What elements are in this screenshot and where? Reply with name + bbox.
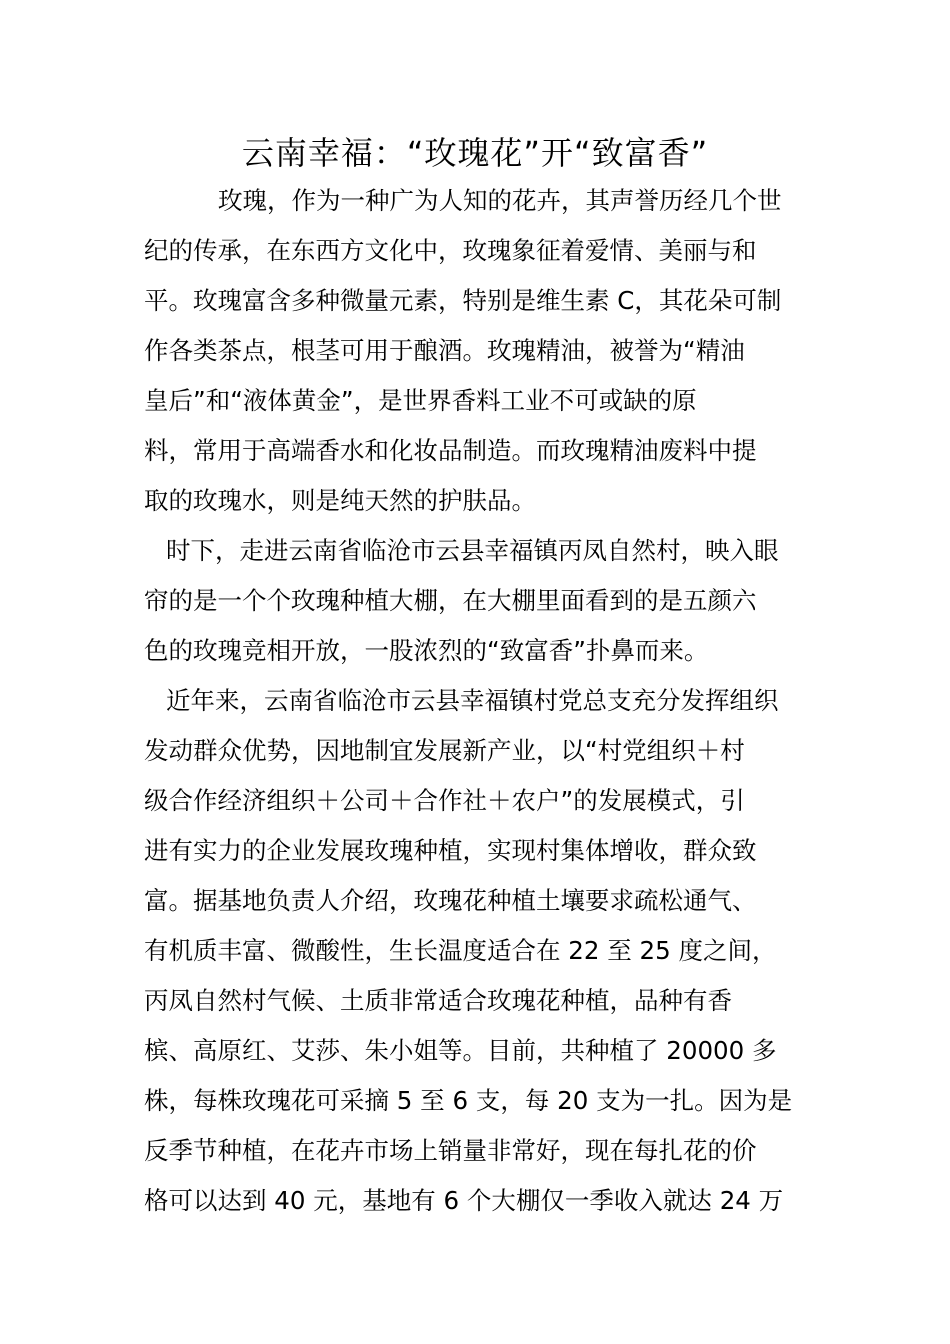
paragraph-3-line-6: 有机质丰富、微酸性，生长温度适合在 22 至 25 度之间， <box>144 936 777 965</box>
paragraph-3-line-9: 株，每株玫瑰花可采摘 5 至 6 支，每 20 支为一扎。因为是 <box>144 1086 793 1115</box>
paragraph-1-line-3: 平。玫瑰富含多种微量元素，特别是维生素 C，其花朵可制 <box>144 286 782 315</box>
paragraph-2-line-2: 帘的是一个个玫瑰种植大棚，在大棚里面看到的是五颜六 <box>144 586 757 615</box>
paragraph-1-line-5: 皇后”和“液体黄金”，是世界香料工业不可或缺的原 <box>144 386 697 415</box>
paragraph-3-line-11: 格可以达到 40 元，基地有 6 个大棚仅一季收入就达 24 万 <box>144 1186 784 1215</box>
paragraph-3-line-3: 级合作经济组织＋公司＋合作社＋农户”的发展模式，引 <box>144 786 745 815</box>
paragraph-3-line-5: 富。据基地负责人介绍，玫瑰花种植土壤要求疏松通气、 <box>144 886 757 915</box>
paragraph-3-line-8: 槟、高原红、艾莎、朱小姐等。目前，共种植了 20000 多 <box>144 1036 777 1065</box>
paragraph-3-line-1: 近年来，云南省临沧市云县幸福镇村党总支充分发挥组织 <box>166 686 779 715</box>
paragraph-1-line-6: 料，常用于高端香水和化妆品制造。而玫瑰精油废料中提 <box>144 436 757 465</box>
paragraph-3-line-2: 发动群众优势，因地制宜发展新产业，以“村党组织＋村 <box>144 736 745 765</box>
paragraph-2-line-3: 色的玫瑰竞相开放，一股浓烈的“致富香”扑鼻而来。 <box>144 636 709 665</box>
paragraph-1-line-1: 玫瑰，作为一种广为人知的花卉，其声誉历经几个世 <box>218 186 782 215</box>
paragraph-3-line-4: 进有实力的企业发展玫瑰种植，实现村集体增收，群众致 <box>144 836 757 865</box>
paragraph-3-line-10: 反季节种植，在花卉市场上销量非常好，现在每扎花的价 <box>144 1136 757 1165</box>
paragraph-1-line-7: 取的玫瑰水，则是纯天然的护肤品。 <box>144 486 536 515</box>
paragraph-1-line-2: 纪的传承，在东西方文化中，玫瑰象征着爱情、美丽与和 <box>144 236 757 265</box>
paragraph-3-line-7: 丙凤自然村气候、土质非常适合玫瑰花种植，品种有香 <box>144 986 732 1015</box>
paragraph-2-line-1: 时下，走进云南省临沧市云县幸福镇丙凤自然村，映入眼 <box>166 536 779 565</box>
document-title: 云南幸福：“玫瑰花”开“致富香” <box>241 134 709 172</box>
paragraph-1-line-4: 作各类茶点，根茎可用于酿酒。玫瑰精油，被誉为“精油 <box>144 336 745 365</box>
document-body <box>144 176 808 1226</box>
